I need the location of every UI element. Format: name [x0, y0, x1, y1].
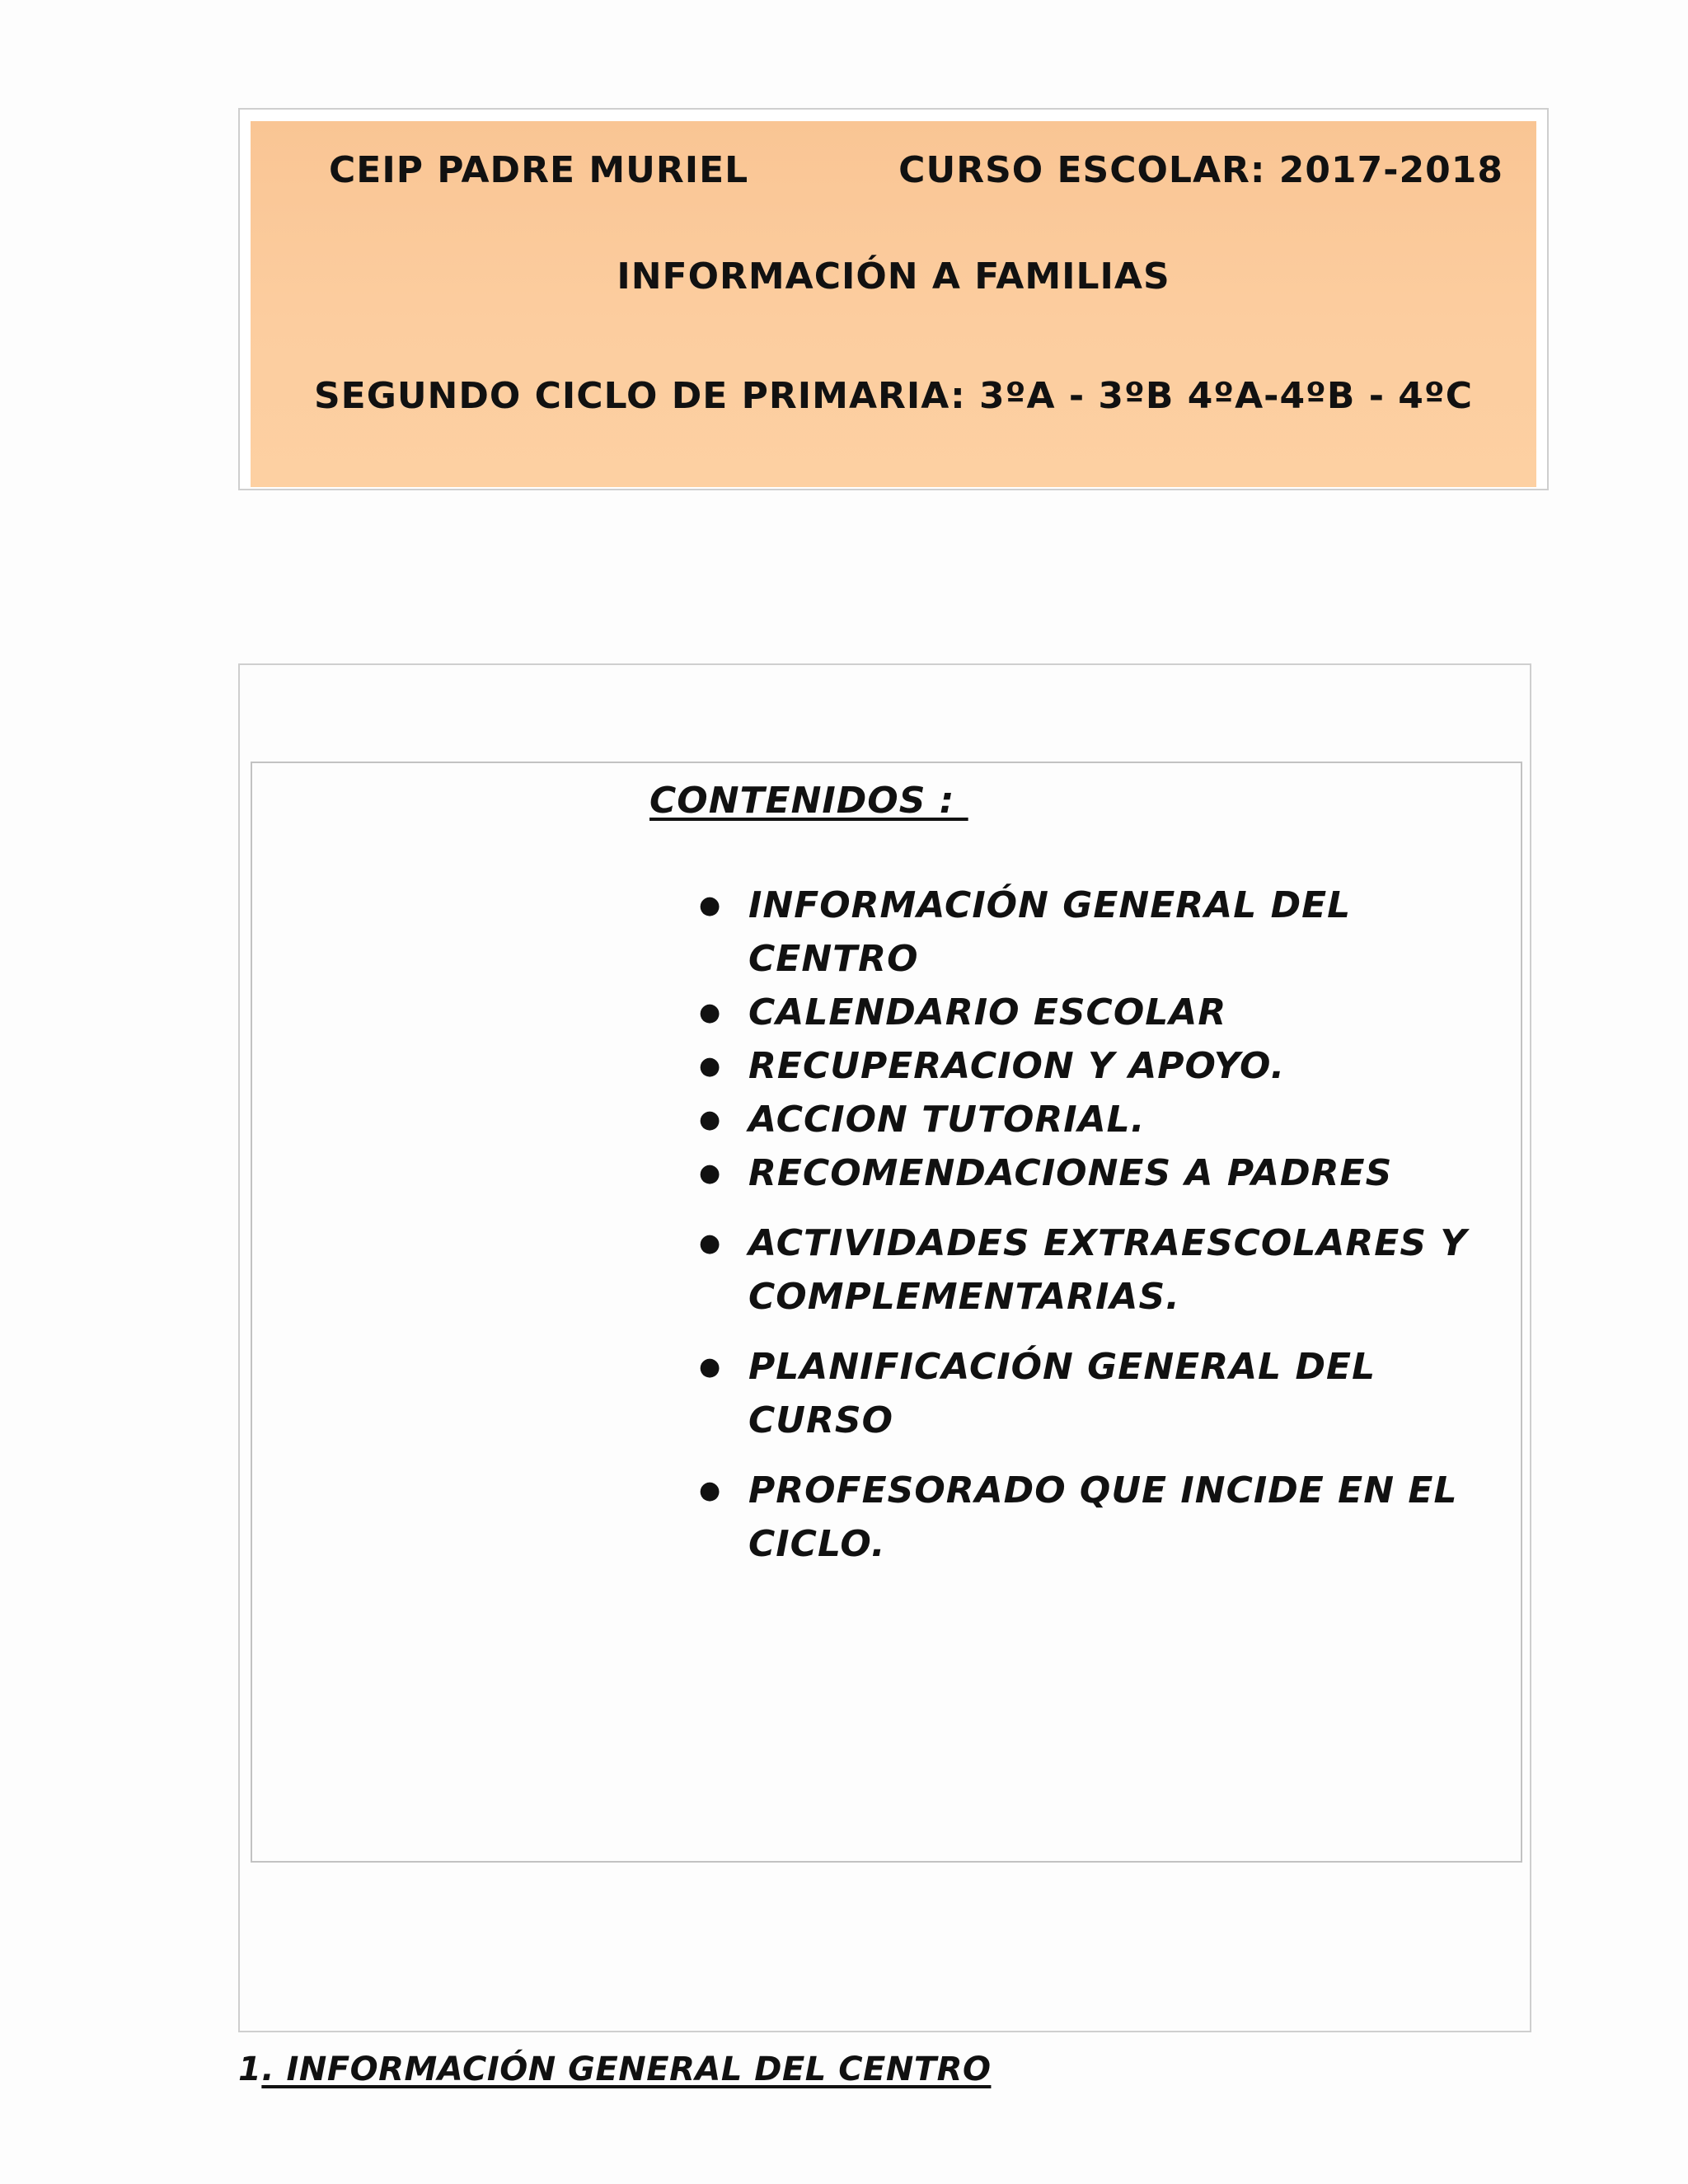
contents-outer-box [238, 663, 1531, 2032]
bullet-icon: ● [699, 1105, 722, 1134]
section-number: 1 [238, 2050, 262, 2088]
list-item-label: RECUPERACION Y APOYO. [748, 1045, 1286, 1087]
list-item-label: RECOMENDACIONES A PADRES [748, 1152, 1393, 1194]
contents-inner-box [251, 762, 1522, 1863]
list-item [649, 879, 1490, 986]
header-background [251, 121, 1536, 487]
bullet-icon: ● [699, 1229, 722, 1258]
contents-heading: CONTENIDOS : [649, 780, 968, 822]
list-item-label: ACCION TUTORIAL. [748, 1099, 1146, 1141]
list-item [649, 1216, 1490, 1324]
list-item-label: INFORMACIÓN GENERAL DEL CENTRO [748, 884, 1352, 980]
list-item [649, 1093, 1490, 1146]
school-year: CURSO ESCOLAR: 2017-2018 [898, 149, 1503, 191]
list-item-label: CALENDARIO ESCOLAR [748, 991, 1227, 1033]
bullet-icon: ● [699, 1052, 722, 1080]
list-item [649, 1340, 1490, 1447]
bullet-icon: ● [699, 998, 722, 1027]
contents-list [649, 879, 1490, 1571]
document-title: INFORMACIÓN A FAMILIAS [617, 255, 1170, 298]
school-name: CEIP PADRE MURIEL [329, 149, 749, 191]
header-top-row [251, 141, 1536, 207]
list-item [649, 1039, 1490, 1093]
list-item [649, 986, 1490, 1039]
bullet-icon: ● [699, 1352, 722, 1381]
list-item-label: PLANIFICACIÓN GENERAL DEL CURSO [748, 1346, 1376, 1441]
list-item [649, 1146, 1490, 1200]
section-title: . INFORMACIÓN GENERAL DEL CENTRO [261, 2050, 992, 2088]
section-heading [238, 2050, 991, 2088]
document-subtitle: SEGUNDO CICLO DE PRIMARIA: 3ºA - 3ºB 4ºA-4ºB - 4ºC [313, 375, 1474, 417]
list-item-label: ACTIVIDADES EXTRAESCOLARES Y COMPLEMENTARIAS. [748, 1222, 1468, 1318]
bullet-icon: ● [699, 1159, 722, 1188]
list-item [649, 1464, 1490, 1571]
header-box [238, 108, 1549, 490]
bullet-icon: ● [699, 1476, 722, 1505]
list-item-label: PROFESORADO QUE INCIDE EN EL CICLO. [748, 1469, 1458, 1565]
bullet-icon: ● [699, 891, 722, 920]
